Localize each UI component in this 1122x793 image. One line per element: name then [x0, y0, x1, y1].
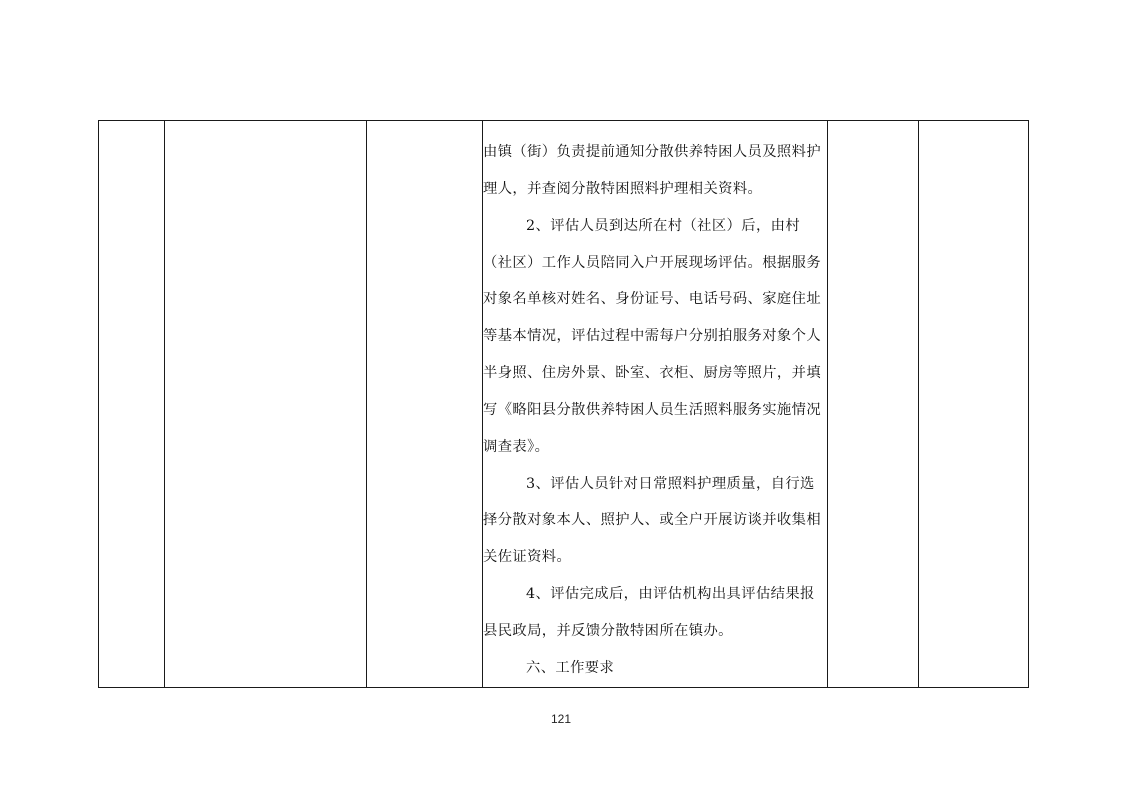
paragraph-step-4: 4、评估完成后，由评估机构出具评估结果报县民政局，并反馈分散特困所在镇办。: [483, 586, 815, 639]
document-table: [98, 120, 1029, 688]
table-cell-2: [165, 121, 367, 688]
paragraph-notice: 由镇（街）负责提前通知分散供养特困人员及照料护理人，并查阅分散特困照料护理相关资料。: [483, 144, 822, 197]
table-cell-3: [367, 121, 483, 688]
table-row: [99, 121, 1029, 688]
table-cell-1: [99, 121, 165, 688]
table-cell-content: [483, 121, 828, 688]
content-text-block: [483, 121, 827, 687]
table-cell-5: [828, 121, 919, 688]
paragraph-step-2: 2、评估人员到达所在村（社区）后，由村（社区）工作人员陪同入户开展现场评估。根据服务对象名单核对姓名、身份证号、电话号码、家庭住址等基本情况，评估过程中需每户分别拍服务对象个人半身照、住房外景、卧室、衣柜、厨房等照片，并填写《略阳县分散供养特困人员生活照料服务实施情况调查表》。: [483, 217, 822, 455]
section-heading-work-requirements: 六、工作要求: [526, 659, 615, 676]
paragraph-step-3: 3、评估人员针对日常照料护理质量，自行选择分散对象本人、照护人、或全户开展访谈并收集相关佐证资料。: [483, 475, 822, 566]
table-cell-6: [919, 121, 1029, 688]
page-number: 121: [550, 712, 572, 726]
